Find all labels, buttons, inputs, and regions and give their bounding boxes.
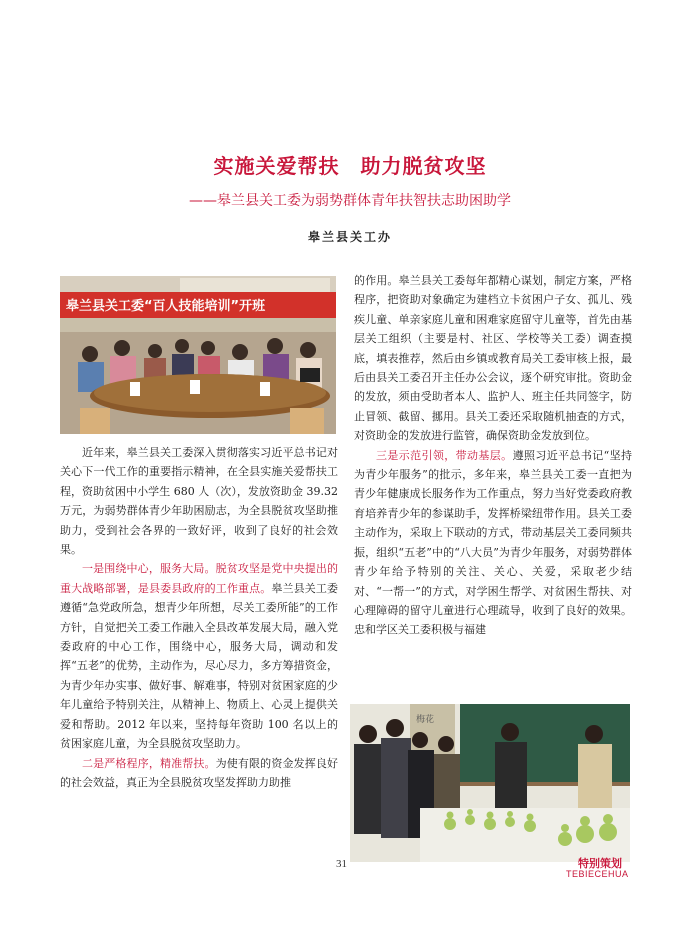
- page-number: 31: [336, 858, 347, 870]
- gourd-exhibit-photo: [350, 704, 630, 862]
- point-one-heading: 一是围绕中心，服务大局。脱贫攻坚是党中央提出的重大战略部署，是县委县政府的工作重点。: [60, 562, 338, 595]
- left-paragraph-point-two: [60, 754, 338, 793]
- point-two-heading: 二是严格程序，精准帮扶。: [82, 756, 216, 770]
- right-paragraph-continuation: 的作用。皋兰县关工委每年都精心谋划，制定方案，严格程序，把资助对象确定为建档立卡贫困户子女、孤儿、残疾儿童、单亲家庭儿童和困难家庭留守儿童等，首先由基层关工组织（主要是村、社区、学校等关工委）调查摸底，填表推荐，然后由乡镇或教育局关工委审核上报，最后由县关工委召开主任办公会议，逐个研究审批。资助金的发放，须由受助者本人、监护人、班主任共同签字，防止冒领、截留、挪用。县关工委还采取随机抽查的方式，对资助金的发放进行监管，确保资助金发放到位。: [354, 274, 632, 443]
- left-column: [60, 443, 338, 792]
- left-paragraph-intro: 近年来，皋兰县关工委深入贯彻落实习近平总书记对关心下一代工作的重要指示精神，在全县实施关爱帮扶工程，资助贫困中小学生 680 人（次），发放资助金 39.32 万元，为弱势群体青少年助困励志，为全县脱贫攻坚助推助力，受到社会各界的一致好评，收到了良好的社会效果。: [60, 446, 338, 557]
- right-paragraph-point-three: [354, 446, 632, 640]
- section-label-cn: 特别策划: [578, 857, 622, 870]
- training-class-illustration: [60, 276, 336, 434]
- board-text: 梅花: [416, 715, 435, 725]
- point-three-heading: 三是示范引领，带动基层。: [376, 448, 513, 462]
- section-label-en: TEBIECEHUA: [566, 869, 629, 879]
- article-subtitle: ——皋兰县关工委为弱势群体青年扶智扶志助困助学: [189, 193, 511, 209]
- left-paragraph-point-one: [60, 559, 338, 753]
- gourd-exhibit-illustration: [350, 704, 630, 862]
- training-class-photo: [60, 276, 336, 434]
- right-column: [354, 271, 632, 640]
- article-title: 实施关爱帮扶 助力脱贫攻坚: [213, 154, 487, 178]
- point-two-body: 为使有限的资金发挥良好的社会效益，真正为全县脱贫攻坚发挥助力助推: [60, 756, 339, 789]
- point-one-body: 皋兰县关工委遵循“急党政所急，想青少年所想，尽关工委所能”的工作方针，自觉把关工委工作融入全县改革发展大局，融入党委政府的中心工作，围绕中心，服务大局，调动和发挥“五老”的优势，主动作为，尽心尽力，多方筹措资金，为青少年办实事、做好事、解难事，特别对贫困家庭的少年儿童给予特别关注，从精神上、物质上、心灵上提供关爱和帮助。2012 年以来，坚持每年资助 100 名以上的贫困家庭儿童，为全县脱贫攻坚助力。: [60, 581, 338, 751]
- banner-text: 皋兰县关工委“百人技能培训”开班: [66, 299, 266, 314]
- article-author: 皋兰县关工办: [307, 230, 392, 244]
- point-three-body: 遵照习近平总书记“坚持为青少年服务”的批示，多年来，皋兰县关工委一直把为青少年健康成长服务作为工作重点，努力当好党委政府教育培养青少年的参谋助手，发挥桥梁纽带作用。县关工委主动作为，采取上下联动的方式，带动基层关工委同频共振，组织“五老”中的“八大员”为青少年服务，对弱势群体青少年给予特别的关注、关心、关爱，采取老少结对、“一帮一”的方式，对学困生帮学、对贫困生帮扶、对心理障碍的留守儿童进行心理疏导，收到了良好的效果。忠和学区关工委积极与福建: [354, 448, 633, 637]
